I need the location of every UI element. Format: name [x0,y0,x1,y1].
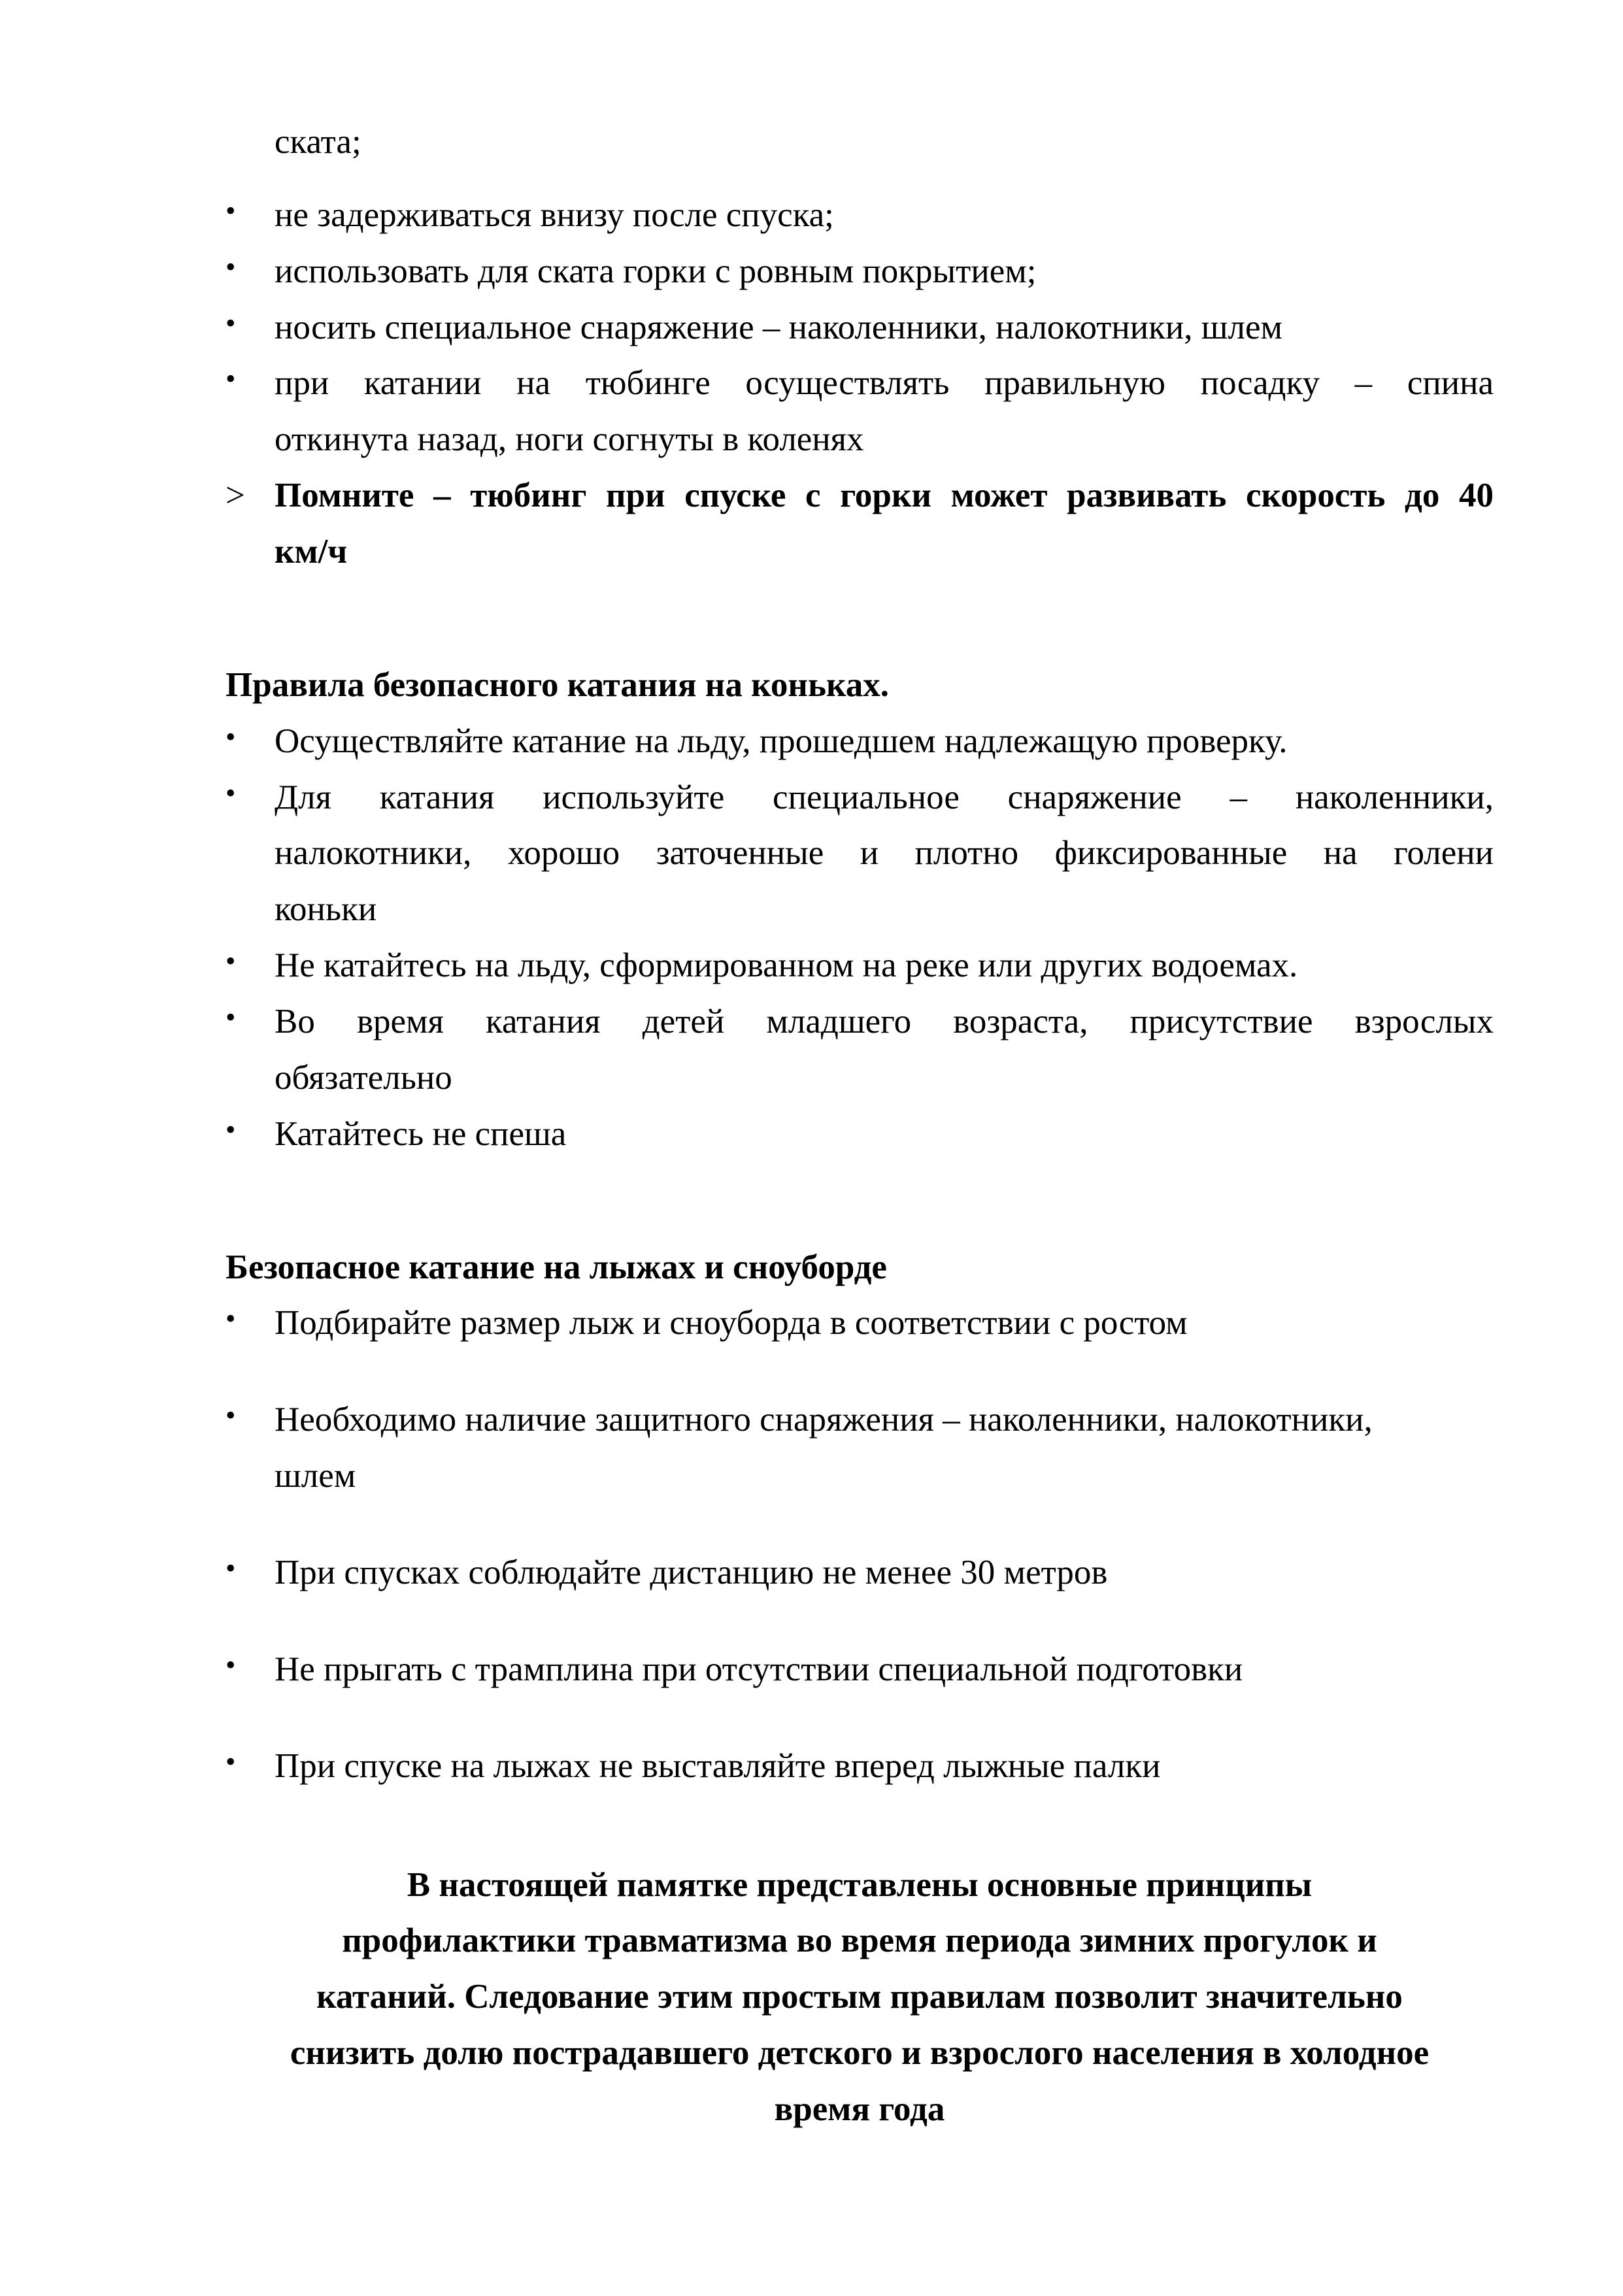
spacer [226,171,1494,188]
bullet-dot-icon: • [226,194,236,227]
bullet-dot-icon: • [226,1399,236,1432]
closing-line-2: профилактики травматизма во время периода зимних прогулок и [342,1922,1377,1960]
list-item-remember [226,468,1494,524]
list-item-label: носить специальное снаряжение – наколенники, налокотники, шлем [275,308,1283,346]
list-item [226,1392,1494,1448]
remember-line-2: км/ч [275,533,348,571]
spacer [226,1795,1494,1857]
list-item-label: Катайтесь не спеша [275,1114,567,1153]
list-item-label: Подбирайте размер лыж и сноуборда в соответствии с ростом [275,1304,1188,1342]
bullet-dot-icon: • [226,1745,236,1778]
spacer [226,1505,1494,1545]
bullet-dot-icon: • [226,720,236,753]
section-heading-skating: Правила безопасного катания на коньках. [226,665,889,704]
list-item [226,300,1494,356]
list-item [226,1739,1494,1795]
spacer [226,1601,1494,1642]
list-item [226,1545,1494,1601]
closing-line-4: снизить долю пострадавшего детского и взрослого населения в холодное [290,2034,1430,2072]
list-item-label: При спуске на лыжах не выставляйте вперед лыжные палки [275,1746,1161,1785]
list-item-label: не задерживаться внизу после спуска; [275,195,834,234]
list-item-wrap-line: налокотники, хорошо заточенные и плотно фиксированные на голени [275,834,1494,873]
list-item-wrap-line: откинута назад, ноги согнуты в коленях [275,420,864,459]
closing-line-3: катаний. Следование этим простым правилам позволит значительно [316,1978,1403,2016]
list-item-label: При спусках соблюдайте дистанцию не менее 30 метров [275,1554,1108,1592]
bullet-dot-icon: • [226,363,236,395]
page-content [226,114,1494,2138]
list-item-label: использовать для ската горки с ровным покрытием; [275,252,1037,290]
list-item [226,770,1494,826]
list-item [226,1295,1494,1352]
spacer [226,1163,1494,1240]
bullet-dot-icon: • [226,1001,236,1034]
list-item [226,1642,1494,1698]
tubing-continuation-line: ската; [275,123,361,161]
section-heading-ski: Безопасное катание на лыжах и сноуборде [226,1248,887,1286]
arrow-marker-icon: > [226,476,245,515]
spacer [226,580,1494,657]
closing-line-1: В настоящей памятке представлены основные принципы [407,1865,1313,1904]
list-item-label: Осуществляйте катание на льду, прошедшем надлежащую проверку. [275,722,1288,760]
bullet-dot-icon: • [226,1648,236,1681]
list-item [226,1106,1494,1163]
list-item-label: Во время катания детей младшего возраста, присутствие взрослых [275,1003,1494,1041]
bullet-dot-icon: • [226,1303,236,1335]
bullet-dot-icon: • [226,945,236,978]
list-item [226,188,1494,244]
list-item [226,356,1494,412]
list-item-label: Для катания используйте специальное снаряжение – наколенники, [275,778,1494,816]
list-item-label: Необходимо наличие защитного снаряжения – наколенники, налокотники, [275,1401,1373,1439]
bullet-dot-icon: • [226,307,236,339]
list-item-wrap-line: коньки [275,890,377,929]
remember-line-1: Помните – тюбинг при спуске с горки может развивать скорость до 40 [275,476,1494,515]
list-item-label: Не катайтесь на льду, сформированном на реке или других водоемах. [275,946,1298,985]
list-item-label: Не прыгать с трамплина при отсутствии специальной подготовки [275,1650,1243,1688]
spacer [226,1698,1494,1739]
closing-line-5: время года [774,2090,945,2129]
list-item-wrap-line: шлем [275,1457,356,1495]
list-item [226,714,1494,770]
list-item [226,244,1494,300]
list-item-wrap-line: обязательно [275,1058,452,1097]
bullet-dot-icon: • [226,1113,236,1146]
list-item [226,938,1494,994]
bullet-dot-icon: • [226,250,236,283]
bullet-dot-icon: • [226,1552,236,1585]
spacer [226,1352,1494,1392]
bullet-dot-icon: • [226,776,236,809]
list-item-label: при катании на тюбинге осуществлять правильную посадку – спина [275,364,1494,403]
list-item [226,994,1494,1050]
